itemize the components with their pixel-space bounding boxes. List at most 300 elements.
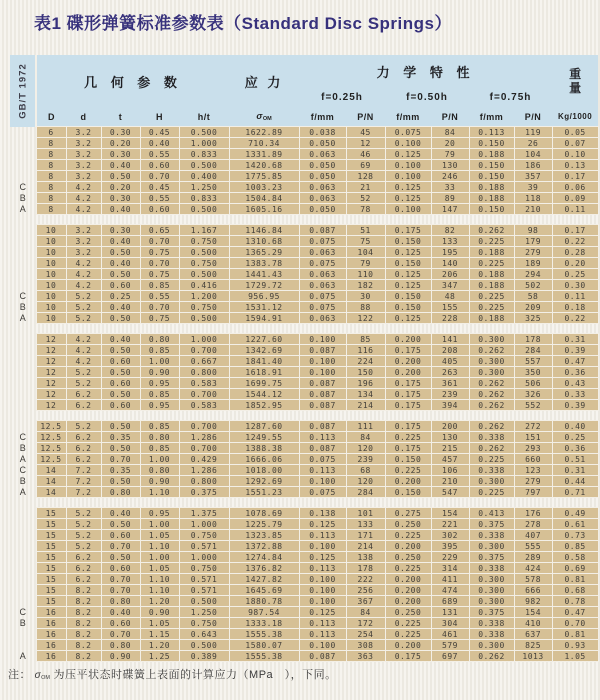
- data-cell: 82: [431, 225, 469, 236]
- data-cell: 1555.38: [229, 629, 299, 640]
- data-cell: 0.70: [140, 302, 179, 313]
- data-cell: 0.80: [101, 596, 140, 607]
- table-row: [10, 149, 598, 160]
- data-cell: 0.833: [179, 149, 229, 160]
- data-cell: 172: [346, 618, 385, 629]
- data-cell: 98: [514, 225, 552, 236]
- data-cell: 8.2: [66, 618, 101, 629]
- data-cell: 0.25: [101, 291, 140, 302]
- data-cell: 68: [346, 465, 385, 476]
- table-row: [10, 247, 598, 258]
- data-cell: 206: [431, 269, 469, 280]
- weight-group-header: [552, 55, 598, 107]
- data-cell: 0.125: [299, 607, 346, 618]
- data-cell: 189: [514, 258, 552, 269]
- data-cell: 0.750: [179, 236, 229, 247]
- data-cell: 0.50: [101, 421, 140, 432]
- table-header: [10, 55, 598, 127]
- data-cell: 302: [431, 530, 469, 541]
- deflection-025h: f=0.25h: [299, 87, 385, 107]
- data-cell: 0.087: [299, 443, 346, 454]
- table-row: [10, 596, 598, 607]
- data-cell: 0.71: [552, 487, 598, 498]
- data-cell: 85: [346, 334, 385, 345]
- data-cell: 0.375: [179, 487, 229, 498]
- data-cell: 0.100: [299, 356, 346, 367]
- data-cell: 0.050: [299, 160, 346, 171]
- data-cell: 1880.78: [229, 596, 299, 607]
- data-cell: 0.150: [469, 204, 514, 215]
- data-cell: 710.34: [229, 138, 299, 149]
- data-cell: 0.250: [385, 607, 431, 618]
- data-cell: 0.188: [469, 182, 514, 193]
- data-cell: 15: [36, 530, 66, 541]
- data-cell: 141: [431, 334, 469, 345]
- table-row: [10, 280, 598, 291]
- data-cell: 0.262: [469, 443, 514, 454]
- data-cell: 228: [431, 313, 469, 324]
- series-class-cell: B: [19, 476, 26, 486]
- data-cell: 0.063: [299, 269, 346, 280]
- data-cell: 0.85: [140, 345, 179, 356]
- data-cell: 0.22: [552, 236, 598, 247]
- data-cell: 0.35: [101, 465, 140, 476]
- data-cell: 0.70: [140, 171, 179, 182]
- data-cell: 110: [346, 269, 385, 280]
- data-cell: 0.667: [179, 356, 229, 367]
- col-f-025: f/mm: [299, 107, 346, 127]
- data-cell: 0.80: [140, 432, 179, 443]
- series-class-cell: [10, 552, 36, 563]
- data-cell: 221: [431, 519, 469, 530]
- data-cell: 12.5: [36, 443, 66, 454]
- data-cell: 0.85: [552, 541, 598, 552]
- data-cell: 557: [514, 356, 552, 367]
- data-cell: 1.00: [140, 356, 179, 367]
- sigma-subscript: OM: [262, 116, 272, 122]
- data-cell: 0.45: [140, 127, 179, 138]
- table-body: [10, 127, 598, 662]
- data-cell: 1.05: [140, 563, 179, 574]
- table-row: [10, 519, 598, 530]
- data-cell: 0.225: [469, 454, 514, 465]
- data-cell: 131: [431, 607, 469, 618]
- table-row: [10, 476, 598, 487]
- data-cell: 278: [514, 519, 552, 530]
- data-cell: 1441.43: [229, 269, 299, 280]
- data-cell: 0.90: [140, 607, 179, 618]
- data-cell: 0.47: [552, 356, 598, 367]
- data-cell: 6.2: [66, 574, 101, 585]
- data-cell: 0.95: [140, 508, 179, 519]
- data-cell: 0.583: [179, 378, 229, 389]
- series-class-cell: [10, 225, 36, 236]
- series-class-cell: [10, 508, 36, 519]
- table-row: [10, 193, 598, 204]
- data-cell: 229: [431, 552, 469, 563]
- data-cell: 0.70: [101, 454, 140, 465]
- data-cell: 0.300: [469, 596, 514, 607]
- data-cell: 0.40: [101, 508, 140, 519]
- data-cell: 8: [36, 160, 66, 171]
- data-cell: 84: [346, 607, 385, 618]
- col-D: D: [36, 107, 66, 127]
- data-cell: 88: [346, 302, 385, 313]
- series-class-cell: [10, 530, 36, 541]
- data-cell: 0.30: [101, 149, 140, 160]
- data-cell: 697: [431, 651, 469, 662]
- data-cell: 0.06: [552, 182, 598, 193]
- data-cell: 0.125: [385, 313, 431, 324]
- data-cell: 0.81: [552, 629, 598, 640]
- series-class-cell: [10, 138, 36, 149]
- data-cell: 176: [514, 508, 552, 519]
- data-cell: 294: [514, 269, 552, 280]
- data-cell: 20: [431, 138, 469, 149]
- data-cell: 1.10: [140, 585, 179, 596]
- data-cell: 0.75: [140, 269, 179, 280]
- series-class-cell: [10, 127, 36, 138]
- data-cell: 12: [346, 138, 385, 149]
- data-cell: 1331.89: [229, 149, 299, 160]
- data-cell: 0.571: [179, 585, 229, 596]
- mechanical-group-header: 力 学 特 性: [299, 55, 552, 87]
- data-cell: 89: [431, 193, 469, 204]
- data-cell: 0.40: [140, 138, 179, 149]
- data-cell: 0.338: [469, 432, 514, 443]
- data-cell: 0.225: [469, 258, 514, 269]
- data-cell: 1580.07: [229, 640, 299, 651]
- data-cell: 0.45: [140, 182, 179, 193]
- data-cell: 357: [514, 171, 552, 182]
- series-class-cell: B: [19, 443, 26, 453]
- data-cell: 33: [431, 182, 469, 193]
- data-cell: 0.225: [469, 291, 514, 302]
- data-cell: 0.95: [140, 400, 179, 411]
- data-cell: 0.833: [179, 193, 229, 204]
- data-cell: 0.338: [469, 530, 514, 541]
- data-cell: 1.000: [179, 519, 229, 530]
- data-cell: 1.05: [552, 651, 598, 662]
- data-cell: 0.300: [469, 476, 514, 487]
- data-cell: 179: [514, 236, 552, 247]
- series-class-cell: C: [19, 291, 26, 301]
- data-cell: 5.2: [66, 530, 101, 541]
- data-cell: 5.2: [66, 519, 101, 530]
- data-cell: 555: [514, 541, 552, 552]
- table-row: [10, 454, 598, 465]
- data-cell: 0.113: [299, 629, 346, 640]
- data-cell: 1018.00: [229, 465, 299, 476]
- data-cell: 1.200: [179, 291, 229, 302]
- data-cell: 0.175: [385, 400, 431, 411]
- data-cell: 1287.60: [229, 421, 299, 432]
- table-row: [10, 563, 598, 574]
- data-cell: 0.50: [101, 247, 140, 258]
- data-cell: 284: [346, 487, 385, 498]
- data-cell: 0.50: [101, 389, 140, 400]
- data-cell: 5.2: [66, 378, 101, 389]
- data-cell: 367: [346, 596, 385, 607]
- table-row: [10, 160, 598, 171]
- table-row: [10, 291, 598, 302]
- data-cell: 0.087: [299, 225, 346, 236]
- data-cell: 123: [514, 465, 552, 476]
- col-sigma: [229, 107, 299, 127]
- data-cell: 0.90: [140, 476, 179, 487]
- data-cell: 0.800: [179, 476, 229, 487]
- data-cell: 12: [36, 389, 66, 400]
- data-cell: 0.300: [469, 640, 514, 651]
- data-cell: 178: [514, 334, 552, 345]
- data-cell: 0.500: [179, 127, 229, 138]
- data-cell: 0.175: [385, 345, 431, 356]
- data-cell: 0.200: [385, 356, 431, 367]
- table-row: [10, 127, 598, 138]
- data-cell: 0.20: [552, 258, 598, 269]
- data-cell: 407: [514, 530, 552, 541]
- data-cell: 0.70: [101, 585, 140, 596]
- data-cell: 0.125: [299, 519, 346, 530]
- col-p-025: P/N: [346, 107, 385, 127]
- data-cell: 0.31: [552, 334, 598, 345]
- data-cell: 1227.60: [229, 334, 299, 345]
- data-cell: 0.338: [469, 618, 514, 629]
- table-row: [10, 651, 598, 662]
- data-cell: 15: [36, 519, 66, 530]
- data-cell: 0.063: [299, 247, 346, 258]
- data-cell: 39: [514, 182, 552, 193]
- data-cell: 5.2: [66, 541, 101, 552]
- data-cell: 0.571: [179, 541, 229, 552]
- data-cell: 0.60: [101, 530, 140, 541]
- data-cell: 0.300: [469, 574, 514, 585]
- block-gap: [10, 411, 598, 421]
- data-cell: 10: [36, 291, 66, 302]
- data-cell: 0.750: [179, 530, 229, 541]
- data-cell: 0.262: [469, 651, 514, 662]
- data-cell: 1.05: [140, 530, 179, 541]
- data-cell: 0.65: [140, 225, 179, 236]
- data-cell: 0.075: [385, 127, 431, 138]
- data-cell: 1.10: [140, 487, 179, 498]
- series-class-cell: B: [19, 193, 26, 203]
- data-cell: 0.11: [552, 291, 598, 302]
- series-class-cell: [10, 345, 36, 356]
- data-cell: 0.50: [101, 476, 140, 487]
- data-cell: 8: [36, 171, 66, 182]
- data-cell: 1249.55: [229, 432, 299, 443]
- data-cell: 1.00: [140, 552, 179, 563]
- data-cell: 246: [431, 171, 469, 182]
- data-cell: 256: [346, 585, 385, 596]
- data-cell: 130: [431, 432, 469, 443]
- data-cell: 0.113: [299, 618, 346, 629]
- series-class-cell: C: [19, 432, 26, 442]
- sigma-symbol: σ: [256, 111, 263, 121]
- data-cell: 0.175: [385, 443, 431, 454]
- data-cell: 0.100: [299, 640, 346, 651]
- data-cell: 0.60: [101, 618, 140, 629]
- data-cell: 6.2: [66, 443, 101, 454]
- data-cell: 106: [431, 465, 469, 476]
- page-title: 表1 碟形弹簧标准参数表（Standard Disc Springs）: [34, 14, 452, 33]
- data-cell: 1775.85: [229, 171, 299, 182]
- data-cell: 1.00: [140, 519, 179, 530]
- data-cell: 78: [346, 204, 385, 215]
- data-cell: 0.125: [385, 269, 431, 280]
- data-cell: 1.10: [140, 574, 179, 585]
- weight-char-2: 量: [569, 81, 582, 95]
- data-cell: 0.33: [552, 389, 598, 400]
- data-cell: 1078.69: [229, 508, 299, 519]
- data-cell: 0.250: [385, 519, 431, 530]
- data-cell: 0.43: [552, 378, 598, 389]
- data-cell: 0.30: [101, 127, 140, 138]
- series-class-cell: [10, 574, 36, 585]
- header-row-groups: [10, 55, 598, 87]
- data-cell: 1310.68: [229, 236, 299, 247]
- data-cell: 0.28: [552, 247, 598, 258]
- spring-table-wrap: [10, 55, 598, 662]
- data-cell: 0.138: [299, 508, 346, 519]
- data-cell: 0.07: [552, 138, 598, 149]
- table-row: [10, 607, 598, 618]
- data-cell: 10: [36, 280, 66, 291]
- data-cell: 0.500: [179, 269, 229, 280]
- data-cell: 0.416: [179, 280, 229, 291]
- deflection-075h: f=0.75h: [469, 87, 552, 107]
- data-cell: 0.49: [552, 508, 598, 519]
- data-cell: 12: [36, 367, 66, 378]
- data-cell: 0.300: [469, 585, 514, 596]
- data-cell: 0.188: [469, 313, 514, 324]
- data-cell: 0.09: [552, 193, 598, 204]
- data-cell: 52: [346, 193, 385, 204]
- data-cell: 0.500: [179, 204, 229, 215]
- data-cell: 16: [36, 607, 66, 618]
- data-cell: 1388.38: [229, 443, 299, 454]
- data-cell: 0.500: [179, 596, 229, 607]
- data-cell: 0.70: [101, 541, 140, 552]
- data-cell: 0.075: [299, 302, 346, 313]
- data-cell: 0.188: [469, 247, 514, 258]
- data-cell: 637: [514, 629, 552, 640]
- footnote-text: 为压平状态时碟簧上表面的计算应力（MPa ），下同。: [53, 669, 337, 681]
- col-f-075: f/mm: [469, 107, 514, 127]
- data-cell: 12: [36, 400, 66, 411]
- data-cell: 16: [36, 618, 66, 629]
- data-cell: 79: [431, 149, 469, 160]
- data-cell: 308: [346, 640, 385, 651]
- data-cell: 0.188: [469, 193, 514, 204]
- data-cell: 325: [514, 313, 552, 324]
- data-cell: 12: [36, 345, 66, 356]
- data-cell: 0.85: [140, 443, 179, 454]
- data-cell: 0.200: [385, 334, 431, 345]
- data-cell: 0.050: [299, 171, 346, 182]
- data-cell: 289: [514, 552, 552, 563]
- data-cell: 0.69: [552, 563, 598, 574]
- data-cell: 1013: [514, 651, 552, 662]
- table-row: [10, 171, 598, 182]
- data-cell: 0.55: [140, 149, 179, 160]
- data-cell: 0.262: [469, 378, 514, 389]
- data-cell: 16: [36, 651, 66, 662]
- data-cell: 3.2: [66, 138, 101, 149]
- data-cell: 0.700: [179, 443, 229, 454]
- col-h-over-t: h/t: [179, 107, 229, 127]
- data-cell: 0.30: [101, 225, 140, 236]
- data-cell: 5.2: [66, 291, 101, 302]
- data-cell: 0.700: [179, 421, 229, 432]
- data-cell: 0.25: [552, 432, 598, 443]
- data-cell: 1645.69: [229, 585, 299, 596]
- data-cell: 12.5: [36, 432, 66, 443]
- data-cell: 0.125: [299, 552, 346, 563]
- data-cell: 0.150: [469, 160, 514, 171]
- series-class-cell: [10, 149, 36, 160]
- table-row: [10, 400, 598, 411]
- data-cell: 209: [514, 302, 552, 313]
- data-cell: 222: [346, 574, 385, 585]
- data-cell: 0.063: [299, 280, 346, 291]
- data-cell: 0.80: [140, 465, 179, 476]
- data-cell: 0.36: [552, 367, 598, 378]
- data-cell: 0.39: [552, 345, 598, 356]
- data-cell: 1.000: [179, 334, 229, 345]
- data-cell: 0.17: [552, 225, 598, 236]
- data-cell: 689: [431, 596, 469, 607]
- data-cell: 0.389: [179, 651, 229, 662]
- data-cell: 0.50: [101, 552, 140, 563]
- data-cell: 0.262: [469, 225, 514, 236]
- data-cell: 10: [36, 313, 66, 324]
- series-class-cell: [10, 236, 36, 247]
- data-cell: 0.075: [299, 258, 346, 269]
- data-cell: 1274.84: [229, 552, 299, 563]
- data-cell: 0.50: [101, 313, 140, 324]
- series-class-cell: [10, 629, 36, 640]
- series-class-cell: [10, 367, 36, 378]
- data-cell: 578: [514, 574, 552, 585]
- series-class-cell: [10, 171, 36, 182]
- data-cell: 1555.38: [229, 651, 299, 662]
- data-cell: 0.400: [179, 171, 229, 182]
- data-cell: 0.375: [469, 552, 514, 563]
- data-cell: 0.200: [385, 585, 431, 596]
- data-cell: 424: [514, 563, 552, 574]
- data-cell: 0.338: [469, 563, 514, 574]
- data-cell: 1605.16: [229, 204, 299, 215]
- data-cell: 210: [514, 204, 552, 215]
- data-cell: 0.60: [101, 563, 140, 574]
- data-cell: 122: [346, 313, 385, 324]
- data-cell: 1841.40: [229, 356, 299, 367]
- data-cell: 0.61: [552, 519, 598, 530]
- series-class-cell: C: [19, 182, 26, 192]
- data-cell: 0.47: [552, 607, 598, 618]
- data-cell: 474: [431, 585, 469, 596]
- data-cell: 304: [431, 618, 469, 629]
- data-cell: 133: [346, 519, 385, 530]
- data-cell: 0.050: [299, 138, 346, 149]
- block-gap: [10, 498, 598, 508]
- data-cell: 0.40: [101, 236, 140, 247]
- data-cell: 0.200: [385, 640, 431, 651]
- data-cell: 6.2: [66, 454, 101, 465]
- col-H: H: [140, 107, 179, 127]
